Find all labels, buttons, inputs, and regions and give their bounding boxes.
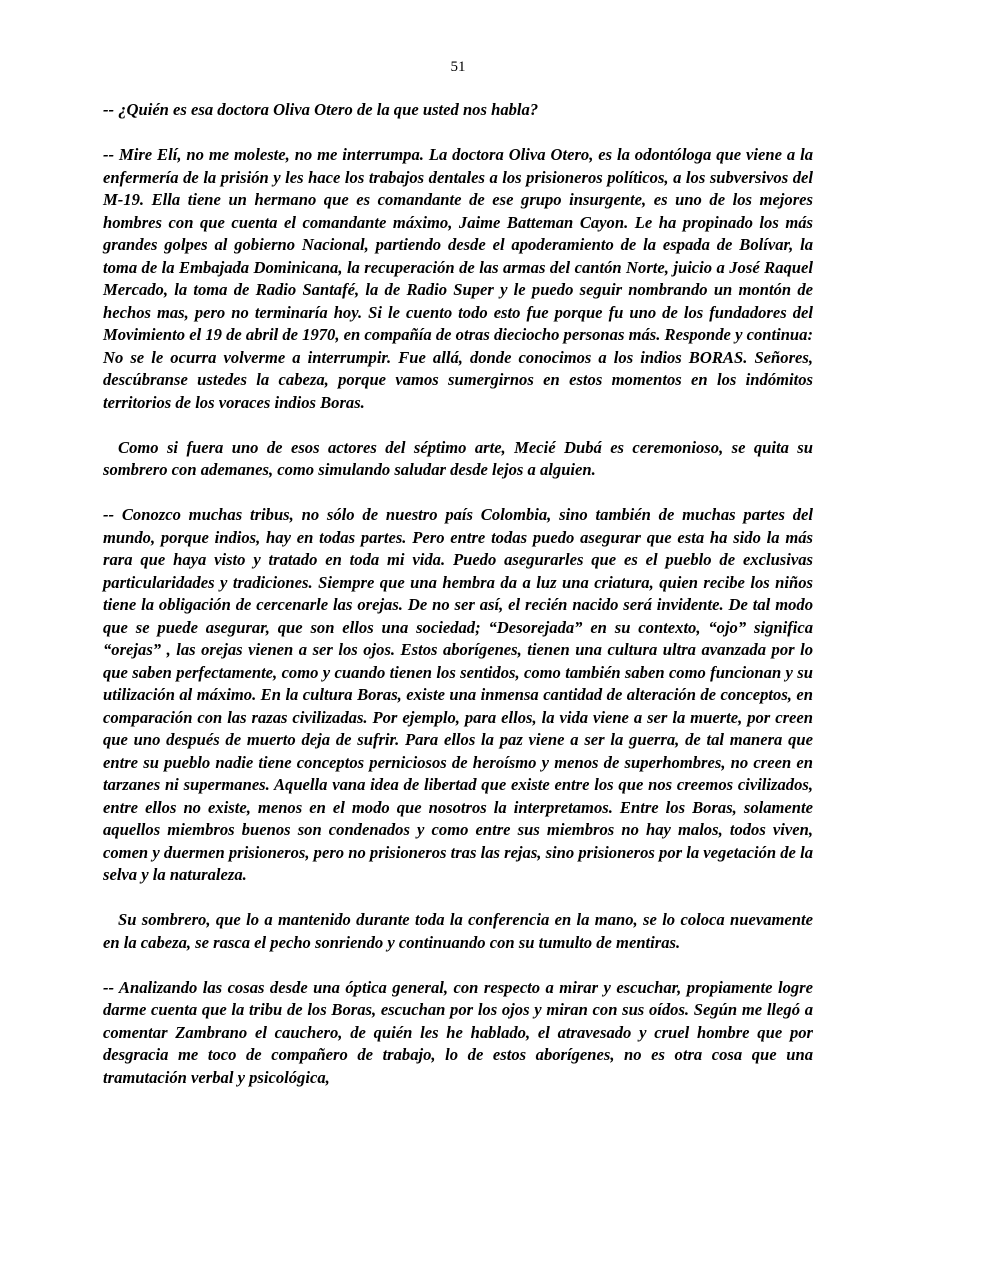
page-number: 51 (450, 59, 466, 75)
paragraph-analysis: -- Analizando las cosas desde una óptica general, con respecto a mirar y escuchar, propiamente logre darme cuenta que la tribu de los Boras, escuchan por los ojos y miran con sus oídos. Según me llegó a comentar Zambrano el cauchero, de quién les he hablado, el atravesado y cruel hombre que por desgracia me toco de compañero de trabajo, lo de estos aborígenes, no es otra cosa que una tramutación verbal y psicológica, (103, 977, 813, 1087)
document-body (103, 99, 813, 1089)
paragraph-hat-gesture: Como si fuera uno de esos actores del séptimo arte, Mecié Dubá es ceremonioso, se quita su sombrero con ademanes, como simulando saludar desde lejos a alguien. (103, 437, 813, 479)
paragraph-boras-tribe: -- Conozco muchas tribus, no sólo de nuestro país Colombia, sino también de muchas partes del mundo, porque indios, hay en todas partes. Pero entre todas puedo asegurar que esta ha sido la más rara que haya visto y tratado en toda mi vida. Puedo asegurarles que es el pueblo de exclusivas particularidades y tradiciones. Siempre que una hembra da a luz una criatura, quien recibe los niños tiene la obligación de cercenarle las orejas. De no ser así, el recién nacido será invidente. De tal modo que se puede asegurar, que son ellos una sociedad; “Desorejada” en su contexto, “ojo” significa “orejas” , las orejas vienen a ser los ojos. Estos aborígenes, tienen una cultura ultra avanzada por lo que saben perfectamente, como y cuando tienen los sentidos, como también saben como funcionan y su utilización al máximo. En la cultura Boras, existe una inmensa cantidad de alteración de conceptos, en comparación con las razas civilizadas. Por ejemplo, para ellos, la vida viene a ser la muerte, por creen que uno después de muerto deja de sufrir. Para ellos la paz viene a ser la guerra, de tal manera que entre su pueblo nadie tiene conceptos perniciosos de heroísmo y menos de superhombres, no creen en tarzanes ni supermanes. Aquella vana idea de libertad que existe entre los que nos creemos civilizados, entre ellos no existe, menos en el modo que nosotros la interpretamos. Entre los Boras, solamente aquellos miembros buenos son condenados y como entre sus miembros no hay malos, todos viven, comen y duermen prisioneros, pero no prisioneros tras las rejas, sino prisioneros por la vegetación de la selva y la naturaleza. (103, 505, 813, 884)
paragraph-oliva-otero: -- Mire Elí, no me moleste, no me interrumpa. La doctora Oliva Otero, es la odontóloga que viene a la enfermería de la prisión y les hace los trabajos dentales a los prisioneros políticos, a los subversivos del M-19. Ella tiene un hermano que es comandante de ese grupo insurgente, es uno de los mejores hombres con que cuenta el comandante máximo, Jaime Batteman Cayon. Le ha propinado los más grandes golpes al gobierno Nacional, partiendo desde el apoderamiento de la espada de Bolívar, la toma de la Embajada Dominicana, la recuperación de las armas del cantón Norte, juicio a José Raquel Mercado, la toma de Radio Santafé, la de Radio Super y le puedo seguir nombrando un montón de hechos mas, pero no terminaría hoy. Si le cuento todo esto fue porque fu uno de los fundadores del Movimiento el 19 de abril de 1970, en compañía de otras dieciocho personas más. Responde y continua: No se le ocurra volverme a interrumpir. Fue allá, donde conocimos a los indios BORAS. Señores, descúbranse ustedes la cabeza, porque vamos sumergirnos en estos momentos en los indómitos territorios de los voraces indios Boras. (103, 145, 813, 412)
paragraph-question: -- ¿Quién es esa doctora Oliva Otero de la que usted nos habla? (103, 100, 539, 119)
paragraph-hat-back: Su sombrero, que lo a mantenido durante toda la conferencia en la mano, se lo coloca nuevamente en la cabeza, se rasca el pecho sonriendo y continuando con su tumulto de mentiras. (103, 910, 813, 952)
